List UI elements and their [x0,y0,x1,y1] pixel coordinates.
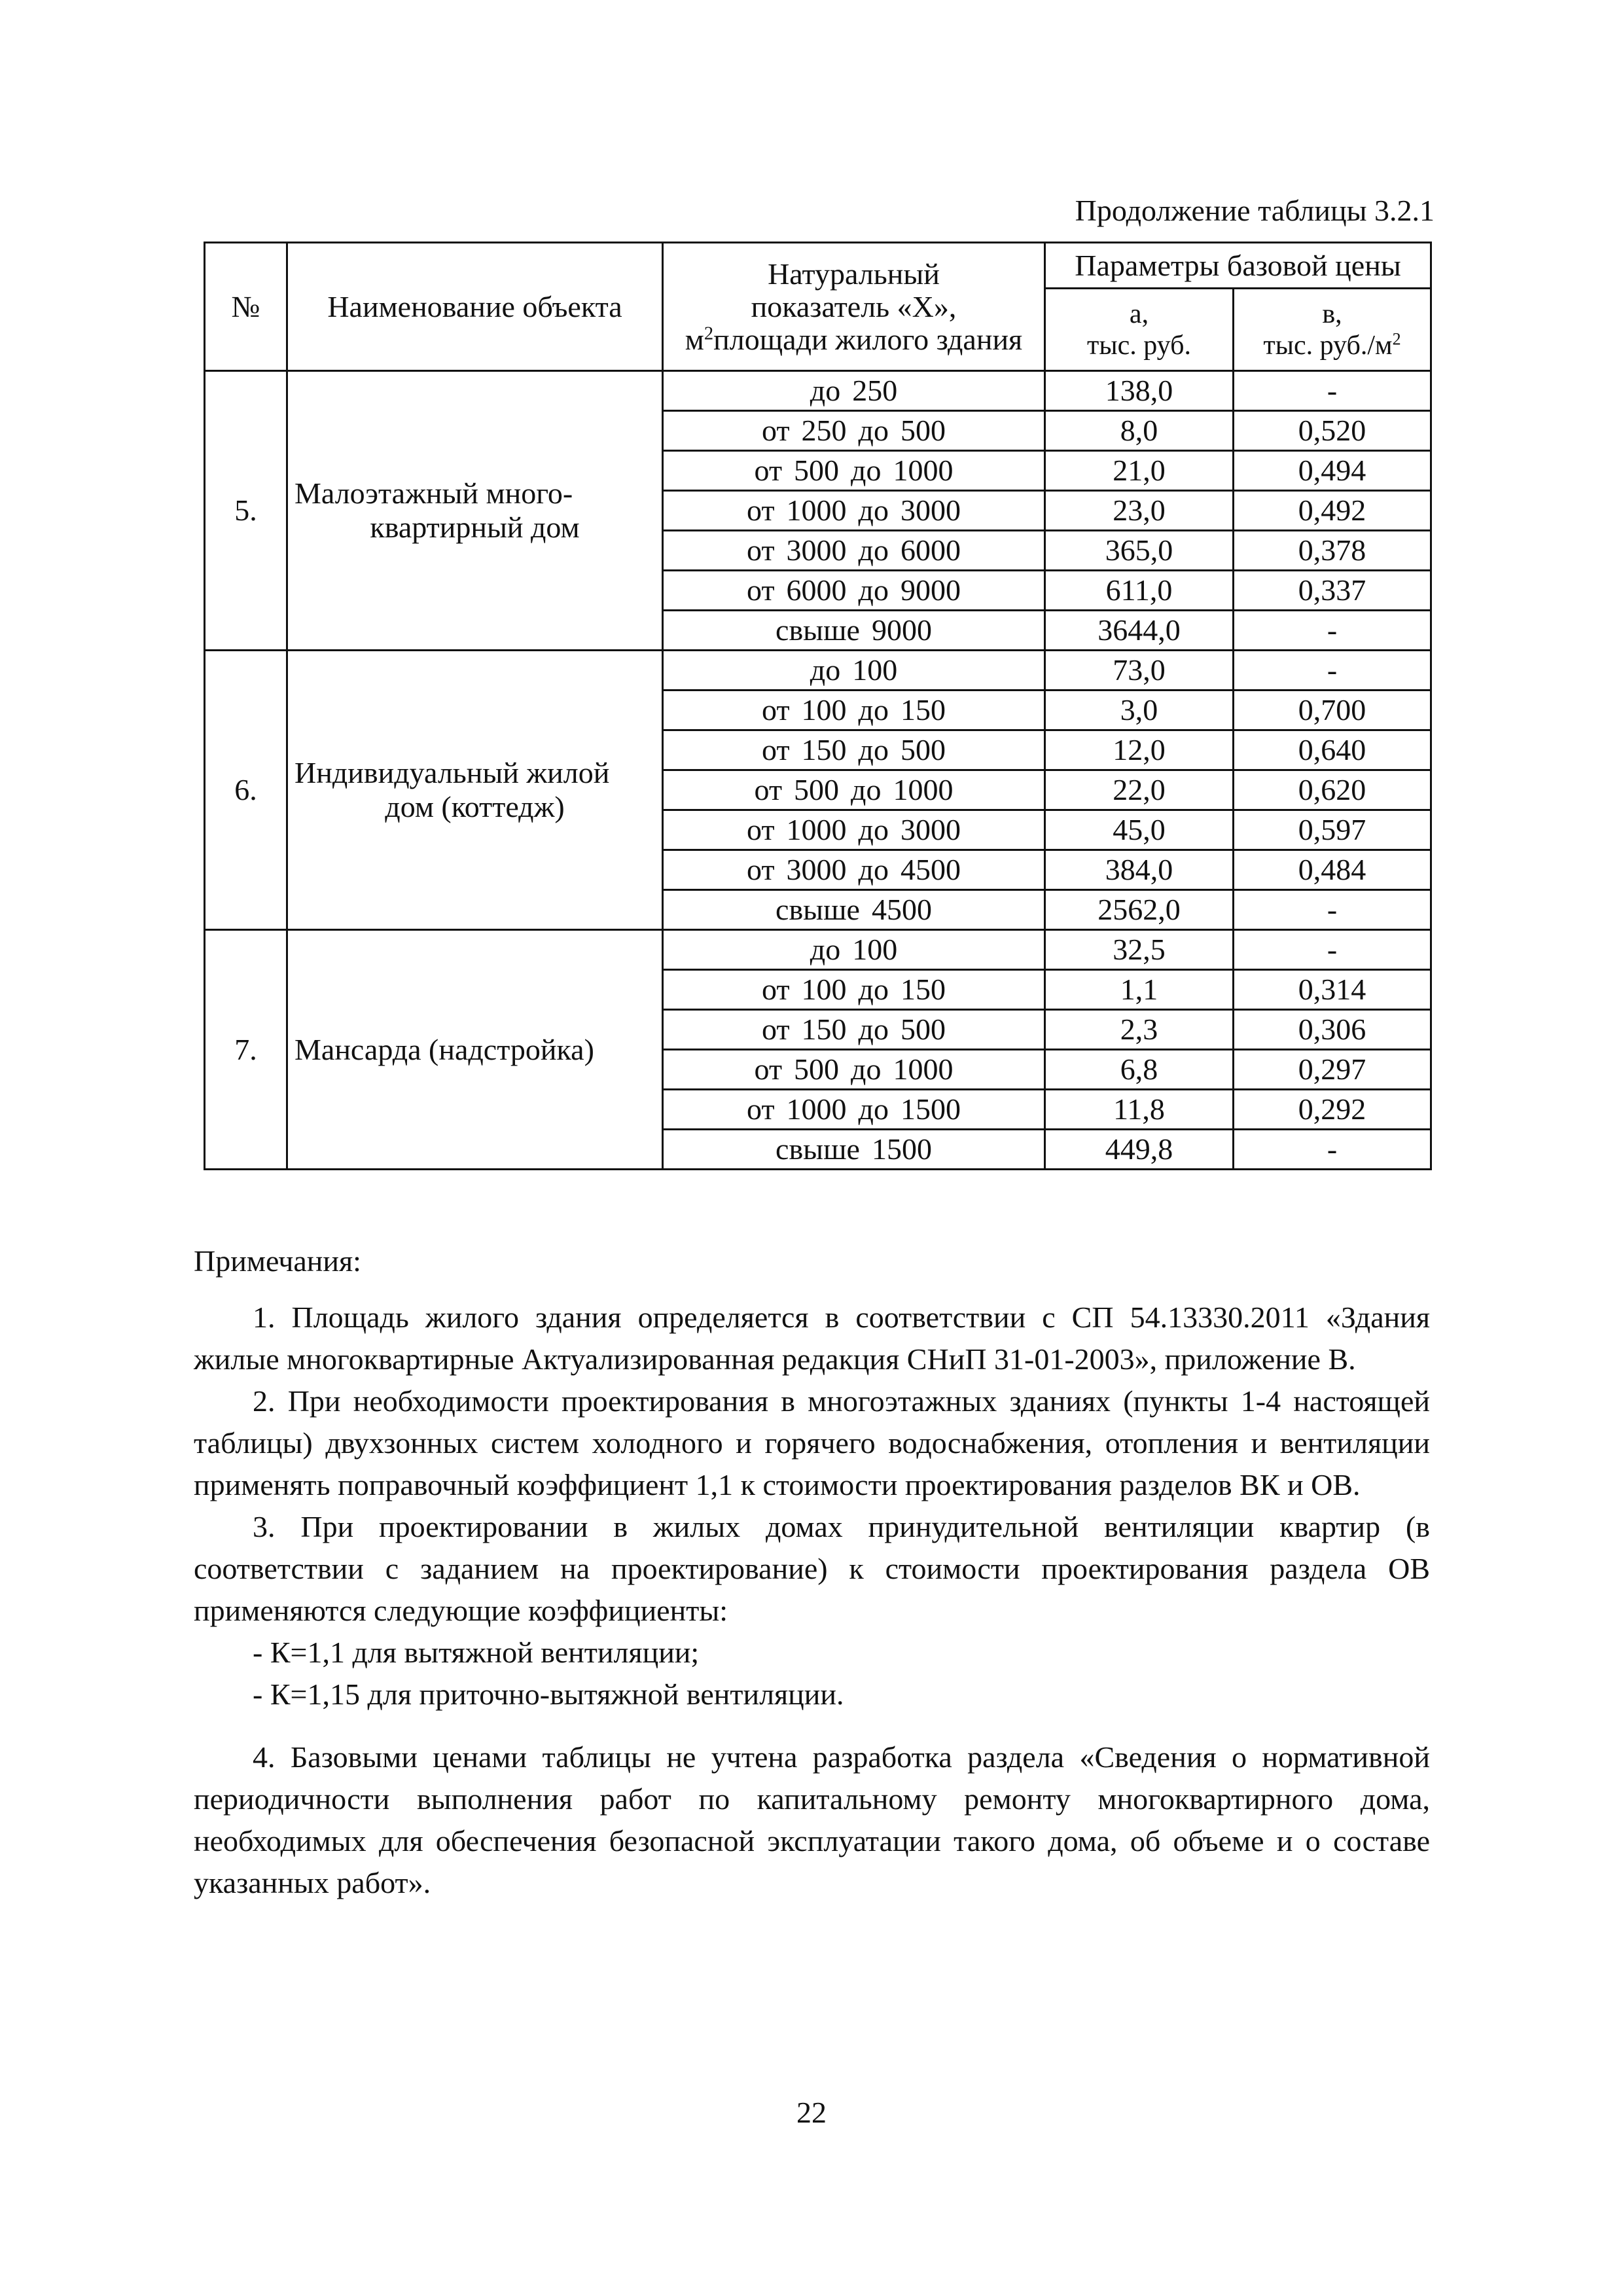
header-indicator-sup: 2 [704,323,714,344]
header-b-line1: в, [1322,298,1342,329]
range-token: 500 [794,773,840,806]
range-token: 1500 [871,1132,932,1166]
range-token: до [858,973,889,1006]
param-b: 0,620 [1234,770,1431,810]
indicator-range [663,491,1045,531]
indicator-range [663,770,1045,810]
param-a: 138,0 [1045,371,1234,411]
range-token: 9000 [871,613,932,647]
range-token: 1000 [893,773,954,806]
range-token: 500 [900,733,946,766]
param-b: 0,492 [1234,491,1431,531]
param-a: 1,1 [1045,970,1234,1010]
range-token: 250 [801,414,847,447]
range-token: от [747,853,775,886]
header-a-line2: тыс. руб. [1087,330,1191,361]
indicator-range [663,730,1045,770]
header-indicator-unit: м [685,322,704,356]
range-token: от [754,773,783,806]
param-a: 2562,0 [1045,890,1234,930]
indicator-range [663,930,1045,970]
param-b: - [1234,890,1431,930]
range-token: до [858,493,889,527]
row-num: 5. [205,371,287,651]
range-token: до [858,533,889,567]
param-b: 0,640 [1234,730,1431,770]
range-token: до [858,733,889,766]
param-a: 384,0 [1045,850,1234,890]
range-token: от [747,813,775,846]
range-token: 3000 [786,533,847,567]
range-token: 6000 [786,573,847,607]
range-token: от [747,573,775,607]
indicator-range [663,1090,1045,1130]
header-indicator [663,243,1045,371]
param-b: 0,292 [1234,1090,1431,1130]
range-token: до [851,773,882,806]
indicator-range [663,451,1045,491]
indicator-range [663,1130,1045,1170]
object-name-line1: Мансарда (надстройка) [294,1032,594,1066]
indicator-range [663,611,1045,651]
param-a: 3644,0 [1045,611,1234,651]
range-token: 1000 [786,1092,847,1126]
range-token: до [810,933,841,966]
range-token: от [762,414,790,447]
range-token: от [762,1013,790,1046]
note-3: 3. При проектировании в жилых домах принудительной вентиляции квартир (в соответствии с заданием на проектирование) к стоимости проектирования раздела ОВ применяются следующие коэффициенты: [194,1510,1430,1627]
indicator-range [663,571,1045,611]
range-token: 500 [794,1052,840,1086]
object-name-line1: Индивидуальный жилой [294,756,610,789]
range-token: 150 [900,693,946,726]
range-token: до [858,693,889,726]
note-1: 1. Площадь жилого здания определяется в соответствии с СП 54.13330.2011 «Здания жилые многоквартирные Актуализированная редакция СНиП 31-01-2003», приложение В. [194,1300,1430,1376]
header-num: № [205,243,287,371]
indicator-range [663,850,1045,890]
note-2: 2. При необходимости проектирования в многоэтажных зданиях (пункты 1-4 настоящей таблицы) двухзонных систем холодного и горячего водоснабжения, отопления и вентиляции применять поправочный коэффициент 1,1 к стоимости проектирования разделов ВК и ОВ. [194,1384,1430,1501]
param-a: 73,0 [1045,651,1234,691]
range-token: до [858,853,889,886]
range-token: 1000 [786,493,847,527]
param-b: 0,337 [1234,571,1431,611]
param-a: 6,8 [1045,1050,1234,1090]
range-token: от [747,493,775,527]
param-b: 0,494 [1234,451,1431,491]
header-indicator-rest: площади жилого здания [713,322,1023,356]
indicator-range [663,691,1045,730]
param-a: 11,8 [1045,1090,1234,1130]
range-token: 1000 [786,813,847,846]
param-a: 3,0 [1045,691,1234,730]
range-token: 6000 [900,533,961,567]
range-token: 1000 [893,454,954,487]
range-token: 9000 [900,573,961,607]
param-b: - [1234,651,1431,691]
param-b: 0,297 [1234,1050,1431,1090]
range-token: свыше [776,1132,860,1166]
object-name [287,930,663,1170]
range-token: 500 [900,414,946,447]
range-token: до [851,1052,882,1086]
object-name [287,651,663,930]
indicator-range [663,1010,1045,1050]
indicator-range [663,411,1045,451]
base-price-table [204,242,1432,1170]
param-a: 2,3 [1045,1010,1234,1050]
param-a: 611,0 [1045,571,1234,611]
range-token: до [858,1092,889,1126]
indicator-range [663,531,1045,571]
range-token: от [762,693,790,726]
indicator-range [663,970,1045,1010]
range-token: 4500 [871,893,932,926]
range-token: 250 [852,374,898,407]
range-token: до [858,813,889,846]
range-token: 3000 [900,493,961,527]
param-b: 0,700 [1234,691,1431,730]
range-token: от [754,454,783,487]
param-a: 12,0 [1045,730,1234,770]
range-token: 100 [801,973,847,1006]
header-b-sup: 2 [1392,329,1401,349]
header-a-line1: а, [1129,298,1149,329]
range-token: 1000 [893,1052,954,1086]
range-token: до [851,454,882,487]
range-token: 3000 [900,813,961,846]
range-token: от [762,973,790,1006]
page-number: 22 [796,2096,827,2129]
table-row [205,651,1431,691]
header-b [1234,289,1431,371]
range-token: 150 [801,1013,847,1046]
object-name-line2: квартирный дом [370,511,580,544]
param-b: 0,314 [1234,970,1431,1010]
header-a [1045,289,1234,371]
param-b: - [1234,1130,1431,1170]
range-token: 100 [852,653,898,687]
range-token: 500 [794,454,840,487]
param-b: 0,306 [1234,1010,1431,1050]
notes-title: Примечания: [194,1244,361,1278]
param-a: 32,5 [1045,930,1234,970]
range-token: 100 [852,933,898,966]
header-indicator-line1: Натуральный [768,257,940,291]
range-token: 150 [801,733,847,766]
range-token: 150 [900,973,946,1006]
object-name-line1: Малоэтажный много- [294,476,573,510]
param-a: 449,8 [1045,1130,1234,1170]
param-b: - [1234,611,1431,651]
indicator-range [663,651,1045,691]
param-b: 0,484 [1234,850,1431,890]
param-a: 365,0 [1045,531,1234,571]
param-b: - [1234,930,1431,970]
indicator-range [663,810,1045,850]
table-row [205,930,1431,970]
table-caption: Продолжение таблицы 3.2.1 [1075,194,1435,227]
param-b: 0,520 [1234,411,1431,451]
param-a: 22,0 [1045,770,1234,810]
range-token: 500 [900,1013,946,1046]
param-b: - [1234,371,1431,411]
range-token: до [810,374,841,407]
indicator-range [663,890,1045,930]
notes-section [194,1240,1430,1904]
range-token: свыше [776,893,860,926]
table-header [205,243,1431,371]
header-indicator-line3 [670,323,1037,356]
indicator-range [663,371,1045,411]
range-token: до [810,653,841,687]
range-token: до [858,414,889,447]
indicator-range [663,1050,1045,1090]
range-token: от [747,1092,775,1126]
range-token: 1500 [900,1092,961,1126]
range-token: от [747,533,775,567]
param-a: 21,0 [1045,451,1234,491]
param-a: 8,0 [1045,411,1234,451]
range-token: 4500 [900,853,961,886]
param-a: 23,0 [1045,491,1234,531]
object-name-line2: дом (коттедж) [385,790,565,823]
range-token: до [858,573,889,607]
range-token: свыше [776,613,860,647]
param-a: 45,0 [1045,810,1234,850]
header-params: Параметры базовой цены [1045,243,1431,289]
range-token: 3000 [786,853,847,886]
header-b-unit: тыс. руб./м [1263,330,1393,361]
row-num: 6. [205,651,287,930]
note-4: 4. Базовыми ценами таблицы не учтена разработка раздела «Сведения о нормативной периодичности выполнения работ по капитальному ремонту многоквартирного дома, необходимых для обеспечения безопасной эксплуатации такого дома, об объеме и о составе указанных работ». [194,1740,1430,1899]
range-token: от [762,733,790,766]
range-token: от [754,1052,783,1086]
row-num: 7. [205,930,287,1170]
param-b: 0,597 [1234,810,1431,850]
note-3-coefficient-2: - К=1,15 для приточно-вытяжной вентиляции. [253,1677,844,1711]
header-name: Наименование объекта [287,243,663,371]
header-indicator-line2: показатель «X», [751,289,957,323]
header-b-line2 [1241,330,1423,361]
param-b: 0,378 [1234,531,1431,571]
table-body [205,371,1431,1170]
range-token: 100 [801,693,847,726]
note-3-coefficient-1: - К=1,1 для вытяжной вентиляции; [253,1636,700,1669]
object-name [287,371,663,651]
range-token: до [858,1013,889,1046]
table-row [205,371,1431,411]
